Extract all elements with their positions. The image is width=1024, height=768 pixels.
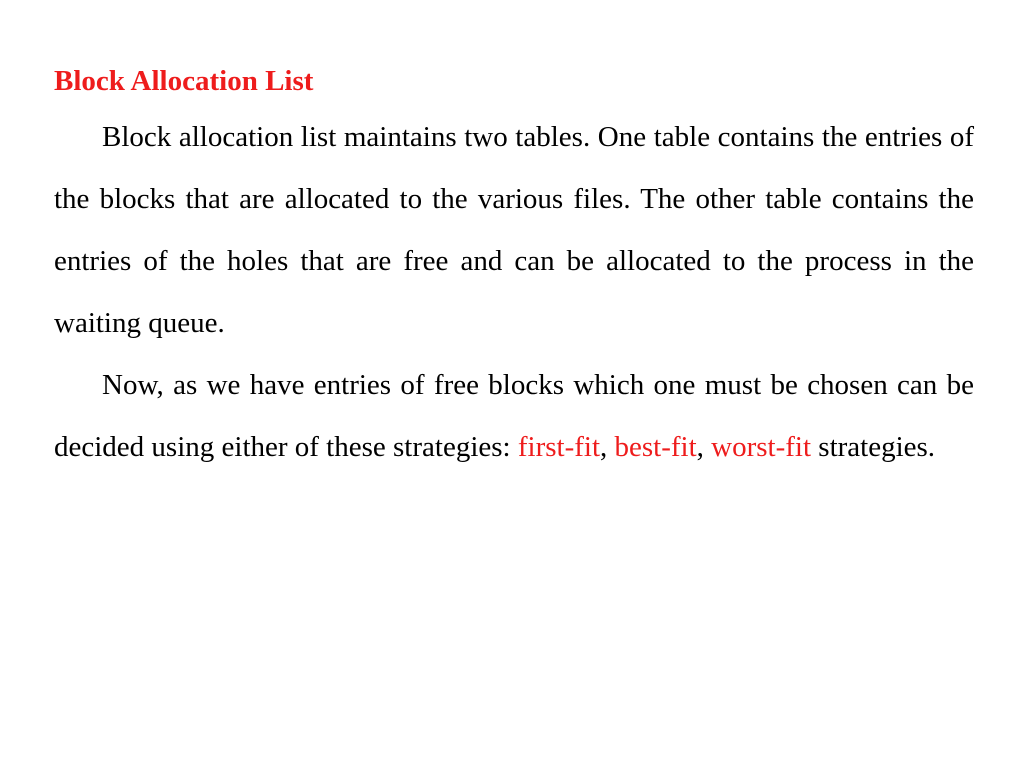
worst-fit-term: worst-fit <box>711 431 812 463</box>
separator-comma: , <box>600 431 615 463</box>
slide-title: Block Allocation List <box>54 65 314 97</box>
paragraph-block-allocation: Block allocation list maintains two tables. One table contains the entries of the blocks that are allocated to the various files. The other table contains the entries of the holes that are free and can be allocated to the process in the waiting queue. <box>54 121 974 339</box>
first-fit-term: first-fit <box>517 431 601 463</box>
best-fit-term: best-fit <box>614 431 697 463</box>
strategies-closing-text: strategies. <box>811 431 936 463</box>
paragraph-strategies <box>54 354 974 478</box>
separator-comma: , <box>696 431 712 463</box>
slide-content <box>54 56 974 478</box>
strategies-intro-text: Now, as we have entries of free blocks which one must be chosen can be decided using either of these strategies: <box>54 369 974 463</box>
